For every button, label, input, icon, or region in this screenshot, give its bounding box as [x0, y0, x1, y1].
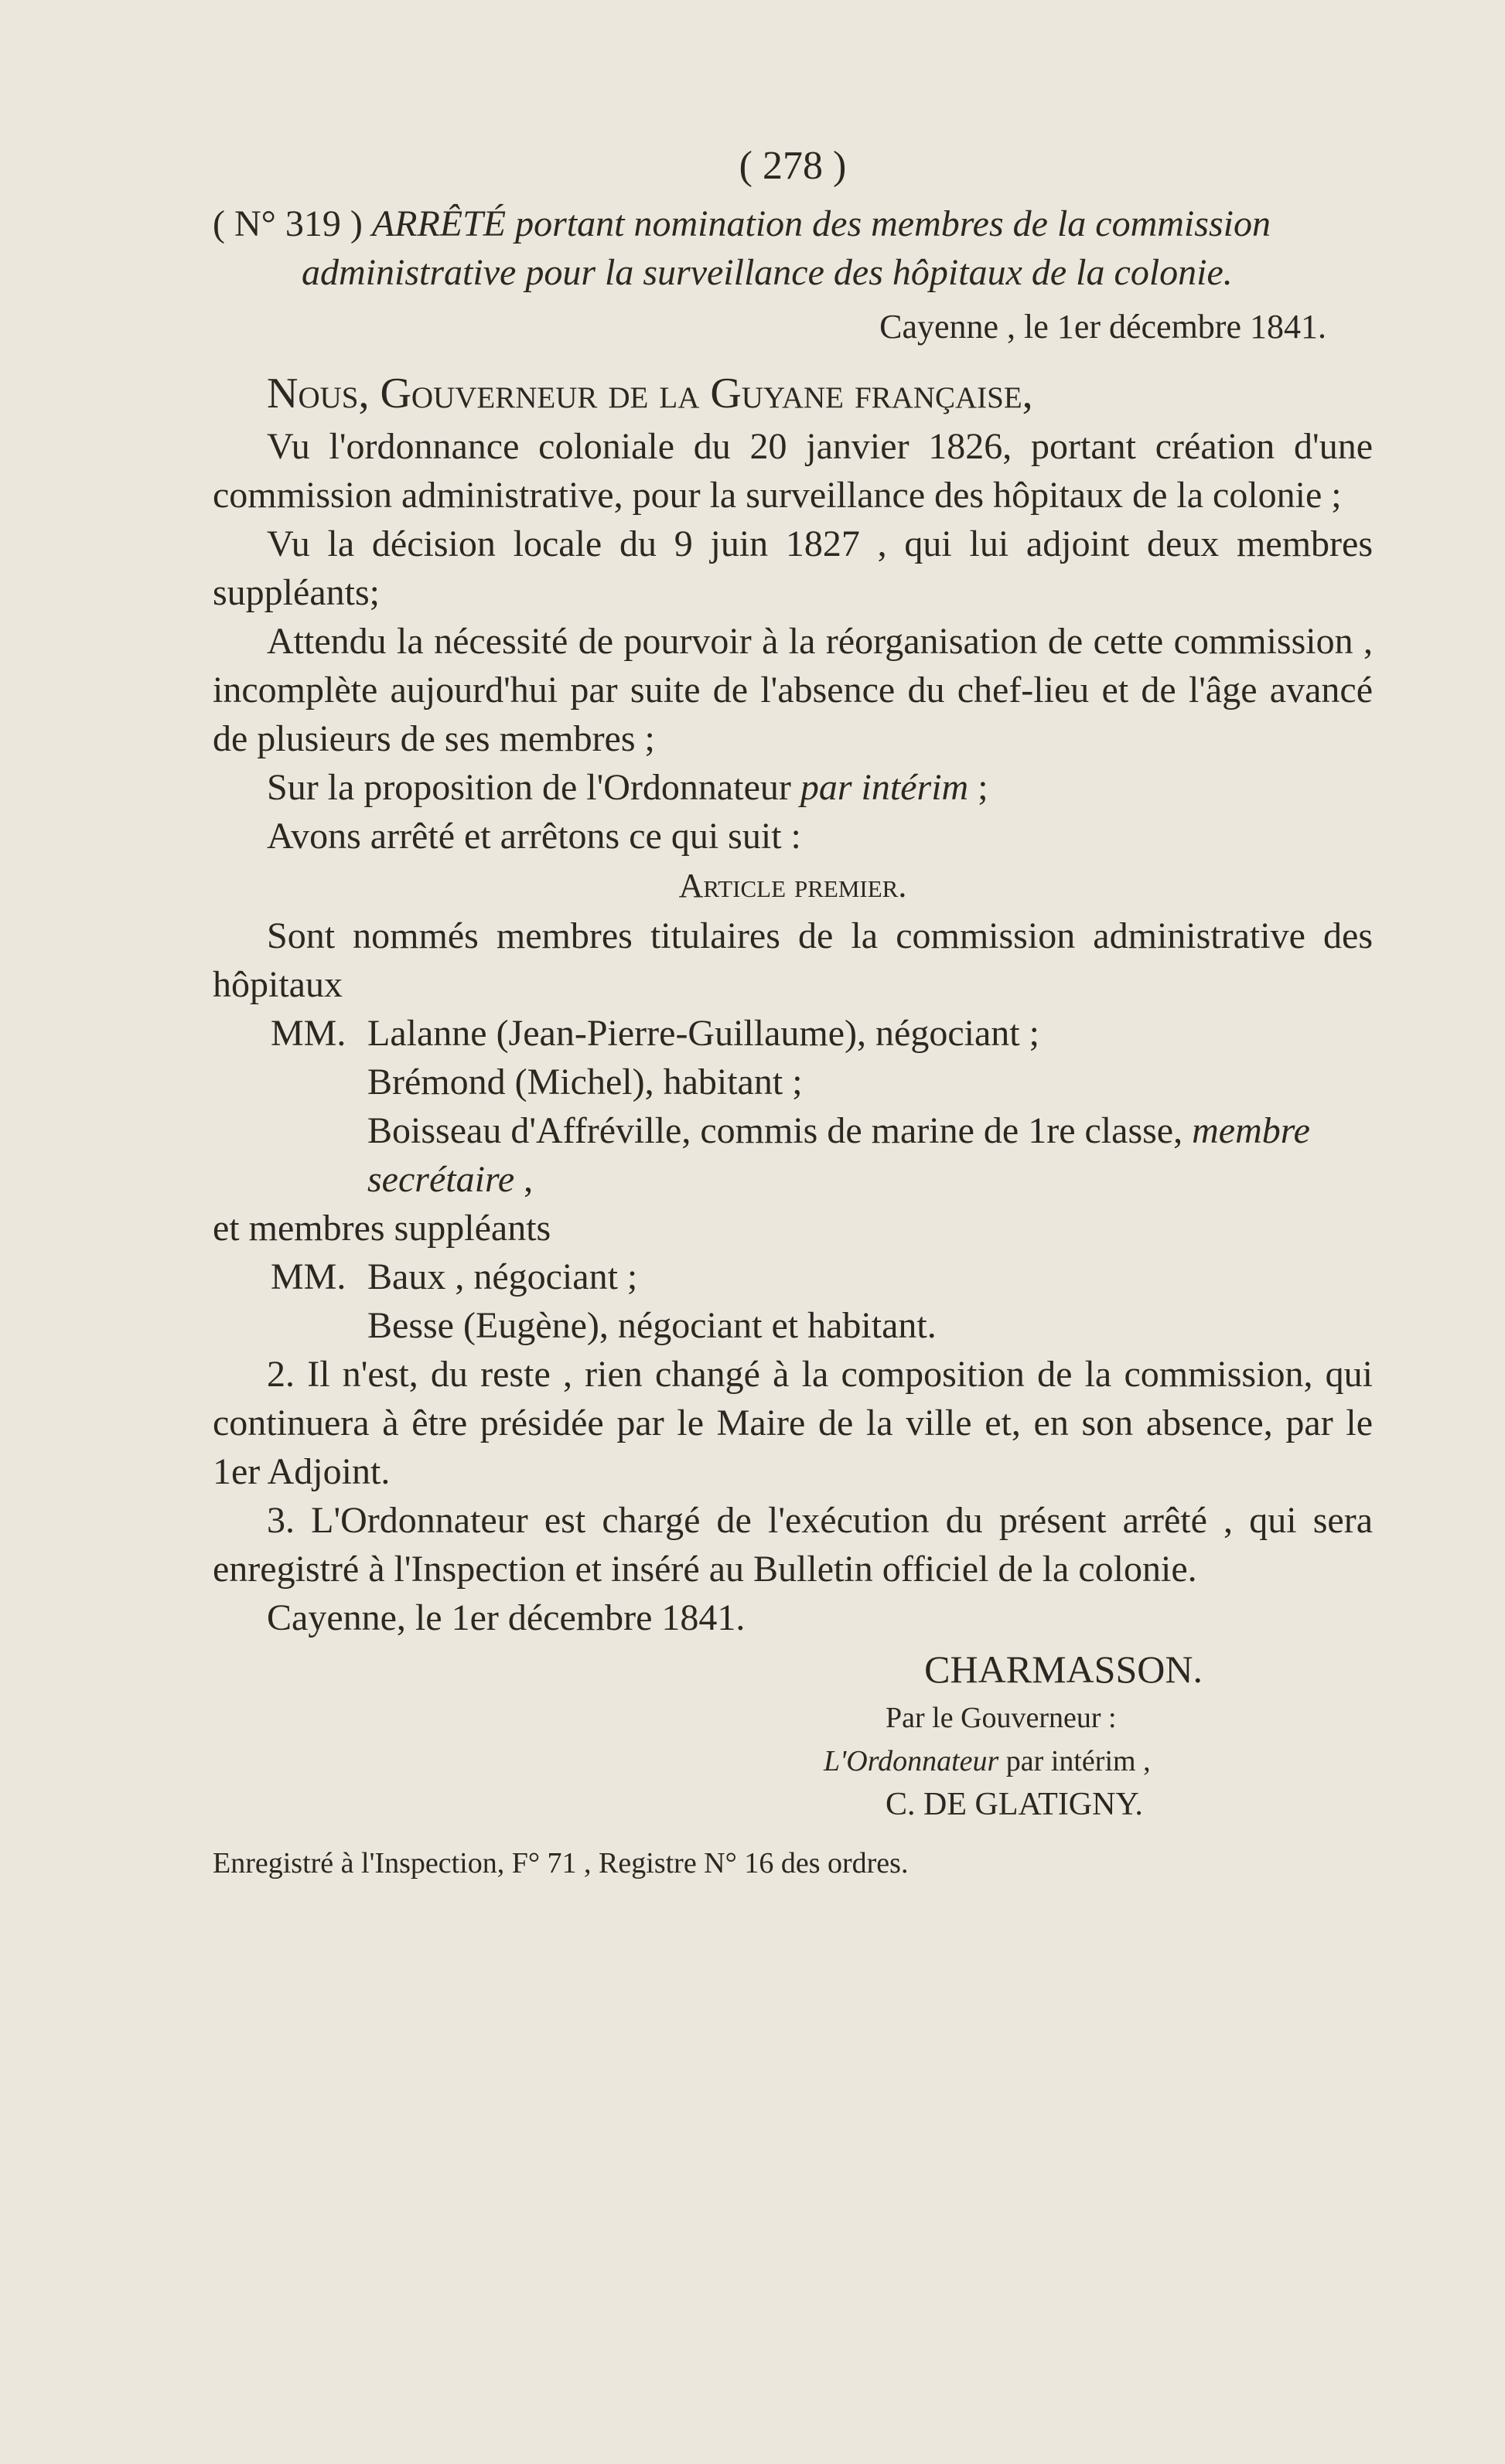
paragraph-vu-ordonnance: Vu l'ordonnance coloniale du 20 janvier 1826, portant création d'une commission administrative, pour la surveillance des hôpitaux de la colonie ;	[213, 426, 1373, 516]
paragraph-attendu: Attendu la nécessité de pourvoir à la réorganisation de cette commission , incomplète aujourd'hui par suite de l'absence du chef-lieu et de l'âge avancé de plusieurs de ses membres ;	[213, 621, 1373, 759]
decree-place-date: Cayenne , le 1er décembre 1841.	[879, 308, 1326, 346]
article-heading: Article premier.	[678, 867, 907, 905]
titulaires-list	[213, 1009, 1373, 1204]
proposition-italic: par intérim	[800, 767, 969, 808]
registration-note: Enregistré à l'Inspection, F° 71 , Registre N° 16 des ordres.	[213, 1847, 909, 1880]
titulaire-3	[213, 1106, 1373, 1204]
suppleants-intro: et membres suppléants	[213, 1208, 551, 1249]
titulaire-3-end: ,	[514, 1159, 534, 1200]
ordonnateur-title: L'Ordonnateur	[824, 1745, 999, 1777]
suppleants-label: MM.	[271, 1256, 346, 1297]
titulaire-2: Brémond (Michel), habitant ;	[367, 1062, 803, 1102]
ordonnateur-signature: C. DE GLATIGNY.	[886, 1787, 1143, 1822]
suppleant-1: Baux , négociant ;	[367, 1256, 638, 1297]
article-2-text: 2. Il n'est, du reste , rien changé à la composition de la commission, qui continuera à être présidée par le Maire de la ville et, en son absence, par le 1er Adjoint.	[213, 1354, 1373, 1492]
governor-signature: CHARMASSON.	[924, 1648, 1203, 1691]
suppleants-list	[213, 1252, 1373, 1350]
proposition-text: Sur la proposition de l'Ordonnateur	[267, 767, 800, 808]
paragraph-avons-arrete: Avons arrêté et arrêtons ce qui suit :	[267, 816, 801, 857]
page-content	[213, 139, 1373, 1914]
paragraph-vu-decision: Vu la décision locale du 9 juin 1827 , qui lui adjoint deux membres suppléants;	[213, 523, 1373, 613]
ordonnateur-qualifier: par intérim ,	[998, 1745, 1151, 1777]
titulaire-3-role: membre secrétaire	[367, 1110, 1310, 1200]
ordonnateur-line	[213, 1740, 1373, 1783]
titulaire-3-text: Boisseau d'Affréville, commis de marine de 1re classe,	[367, 1110, 1193, 1151]
preamble-intro: Nous, Gouverneur de la Guyane française,	[267, 370, 1033, 417]
proposition-end: ;	[968, 767, 988, 808]
article-1-text: Sont nommés membres titulaires de la commission administrative des hôpitaux	[213, 915, 1373, 1005]
decree-title-text: ARRÊTÉ portant nomination des membres de la commission administrative pour la surveillance des hôpitaux de la colonie.	[302, 203, 1271, 293]
suppleant-2: Besse (Eugène), négociant et habitant.	[367, 1305, 937, 1346]
decree-number: ( N° 319 )	[213, 203, 363, 244]
titulaires-label: MM.	[271, 1013, 346, 1054]
by-governor-line: Par le Gouverneur :	[886, 1702, 1117, 1734]
page-number: ( 278 )	[739, 144, 847, 188]
article-3-text: 3. L'Ordonnateur est chargé de l'exécution du présent arrêté , qui sera enregistré à l'Inspection et inséré au Bulletin officiel de la colonie.	[213, 1500, 1373, 1590]
paragraph-proposition	[213, 763, 1373, 812]
closing-date: Cayenne, le 1er décembre 1841.	[267, 1597, 746, 1638]
decree-title	[213, 199, 1373, 297]
titulaire-1: Lalanne (Jean-Pierre-Guillaume), négociant ;	[367, 1013, 1039, 1054]
